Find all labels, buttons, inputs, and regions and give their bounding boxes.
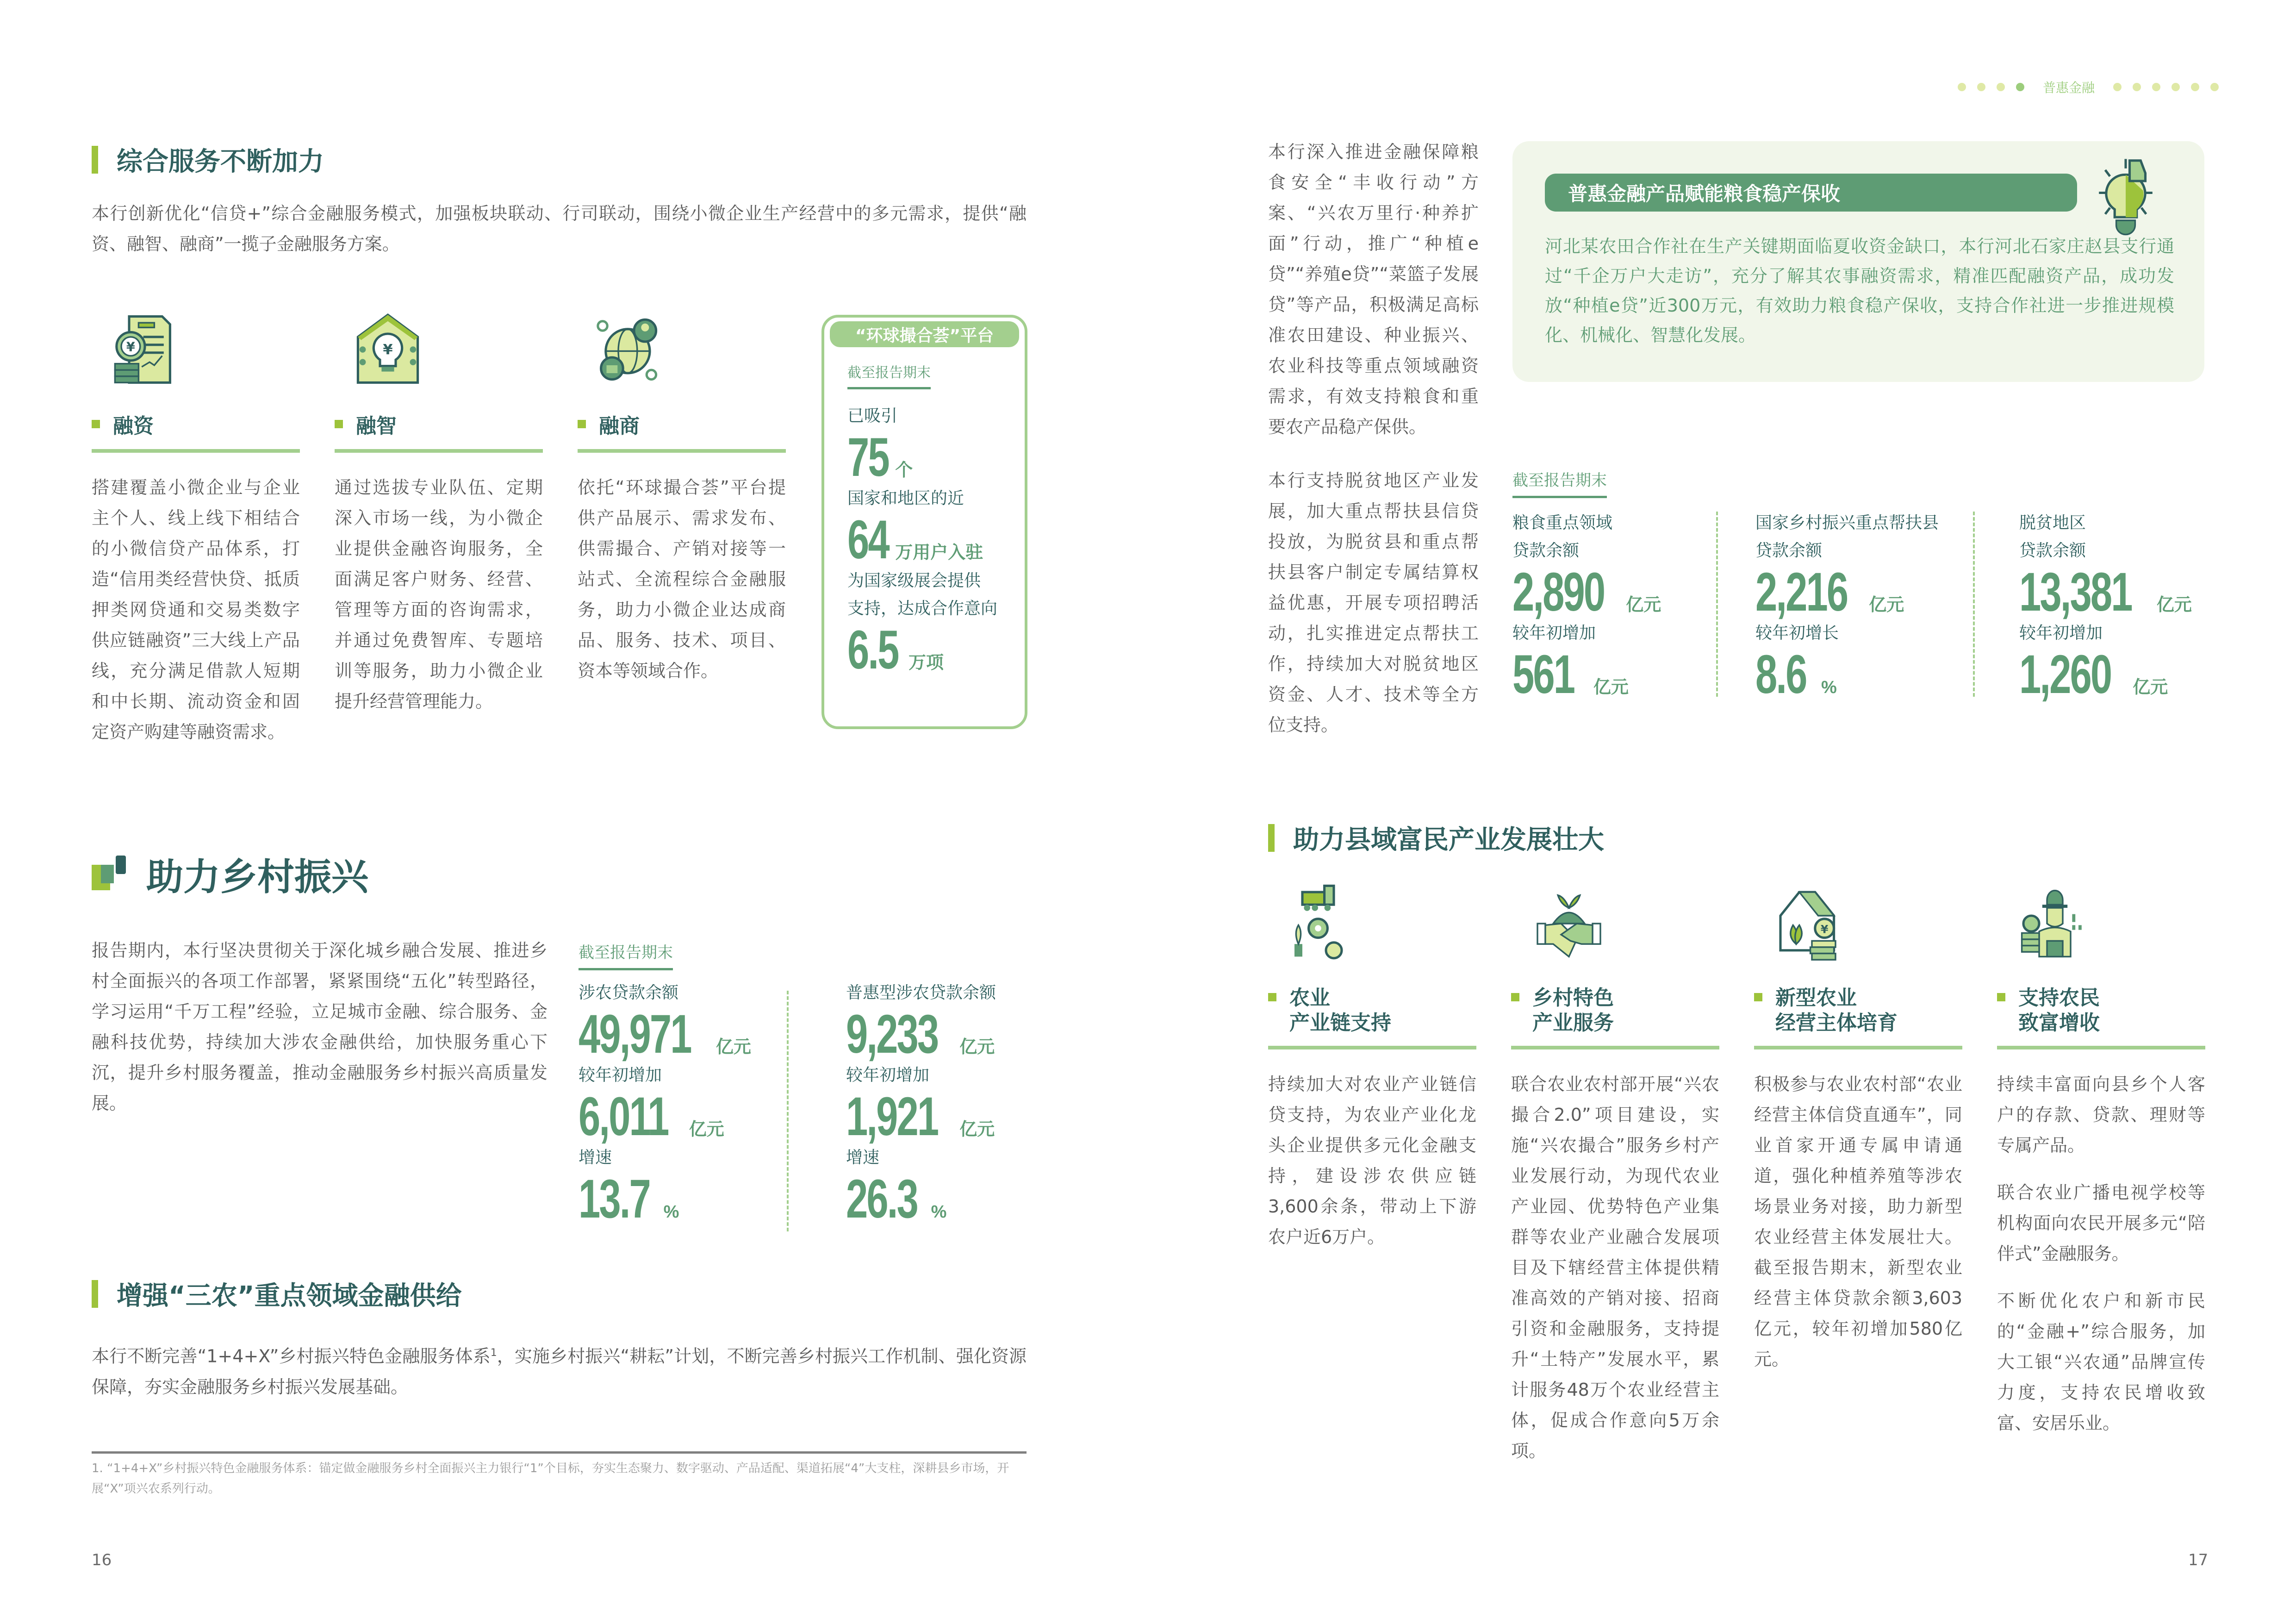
greenhouse-yuan-icon: [1773, 884, 1851, 963]
column-body-rural-specialty: 联合农业农村部开展“兴农撮合2.0”项目建设，实施“兴农撮合”服务乡村产业发展行动，为现代农业产业园、优势特色产业集群等农业产业融合发展项目及下辖经营主体提供精准高效的产销对接、招商引资和金融服务，支持提升“土特产”发展水平，累计服务48万个农业经营主体，促成合作意向5万余项。: [1511, 1074, 1719, 1461]
stat-value: 1,260: [2019, 644, 2111, 705]
poverty-alleviation-text: 本行支持脱贫地区产业发展，加大重点帮扶县信贷投放，为脱贫县和重点帮扶县客户制定专属结算权益优惠，开展专项招聘活动，扎实推进定点帮扶工作，持续加大对脱贫地区资金、人才、技术等全方位支持。: [1268, 470, 1479, 735]
stat-unit: 亿元: [2133, 678, 2168, 697]
stat-growth: [846, 1168, 1068, 1230]
stat-divider: [1973, 512, 1975, 697]
nav-dot: [1958, 83, 1966, 91]
title-line2: 产业服务: [1532, 1011, 1614, 1035]
svg-text:¥: ¥: [383, 342, 393, 358]
case-callout-box: [1512, 141, 2204, 382]
column-financing: [92, 310, 300, 747]
page-number-right: 17: [2188, 1551, 2209, 1569]
column-title-farmer-income: [1997, 986, 2205, 1049]
column-title-text: 融商: [599, 414, 640, 438]
stat-group-poverty-regions: [2019, 509, 2241, 705]
platform-line3: 为国家级展会提供: [847, 571, 981, 590]
title-line1: 乡村特色: [1532, 986, 1614, 1010]
title-line2: 产业链支持: [1289, 1011, 1391, 1035]
handshake-sprout-icon: [1530, 884, 1608, 963]
stat-label: 脱贫地区: [2019, 513, 2086, 532]
column-title-commerce: [578, 409, 786, 453]
stat-label: 较年初增加: [846, 1066, 930, 1085]
footnote-divider: [92, 1451, 1027, 1454]
column-body-farmer-income-3: 不断优化农户和新市民的“金融+”综合服务，加大工银“兴农通”品牌宣传力度，支持农民增收致富、安居乐业。: [1997, 1291, 2205, 1433]
heading-text: 助力县域富民产业发展壮大: [1293, 825, 1604, 855]
platform-line1: 已吸引: [847, 406, 898, 425]
column-body-industry-chain: 持续加大对农业产业链信贷支持，为农业产业化龙头企业提供多元化金融支持，建设涉农供应链3,600余条，带动上下游农户近6万户。: [1268, 1074, 1476, 1247]
column-body-commerce: 依托“环球撮合荟”平台提供产品展示、需求发布、供需撮合、产销对接等一站式、全流程综合金融服务，助力小微企业达成商品、服务、技术、项目、资本等领域合作。: [578, 477, 786, 681]
title-line1: 新型农业: [1775, 986, 1857, 1010]
stat-divider: [787, 991, 789, 1231]
footnote-ref[interactable]: 1: [490, 1347, 497, 1359]
column-title-text: [1532, 986, 1614, 1036]
rural-caption: [579, 940, 673, 970]
heading-text: 增强“三农”重点领域金融供给: [117, 1281, 462, 1311]
heading-accent-bar: [92, 1280, 98, 1308]
stat-label: 贷款余额: [1755, 541, 1823, 560]
stat-unit: 亿元: [1593, 678, 1629, 697]
grain-security-text: 本行深入推进金融保障粮食安全“丰收行动”方案、“兴农万里行·种养扩面”行动，推广“种植e贷”“养殖e贷”“菜篮子发展贷”等产品，积极满足高标准农田建设、种业振兴、农业科技等重点领域融资需求，有效支持粮食和重要农产品稳产保供。: [1268, 142, 1479, 437]
nav-dot: [2133, 83, 2141, 91]
platform-line2: 国家和地区的近: [847, 489, 964, 508]
stat-value: 1,921: [846, 1086, 938, 1147]
stat-increase: [846, 1086, 1068, 1147]
stat-unit: %: [931, 1202, 947, 1222]
document-yuan-coins-icon: [106, 310, 184, 389]
heading-accent-bar: [1268, 824, 1275, 852]
stat-unit: 亿元: [959, 1120, 995, 1139]
stat-label: 较年初增加: [2019, 624, 2103, 643]
column-title-text: [2018, 986, 2100, 1036]
nav-dot: [2113, 83, 2122, 91]
stat-value: 13.7: [579, 1168, 650, 1230]
text-part: ，实施乡村振兴“耕耘”计划，不断完善乡村振兴工作机制、强化资源保障，夯实金融服务乡村振兴发展基础。: [92, 1346, 1027, 1397]
stat-unit: 个: [895, 461, 913, 480]
bullet-square: [1997, 993, 2005, 1001]
stat-balance: [1755, 562, 1978, 623]
callout-text: 河北某农田合作社在生产关键期面临夏收资金缺口，本行河北石家庄赵县支行通过“千企万户大走访”，充分了解其农事融资需求，精准匹配融资产品，成功发放“种植e贷”近300万元，有效助力粮食稳产保收，支持合作社进一步推进规模化、机械化、智慧化发展。: [1545, 236, 2174, 345]
section2-intro: 报告期内，本行坚决贯彻关于深化城乡融合发展、推进乡村全面振兴的各项工作部署，紧紧围绕“五化”转型路径，学习运用“千万工程”经验，立足城市金融、综合服务、金融科技优势，持续加大涉农金融供给，加快服务重心下沉，提升乡村服务覆盖，推动金融服务乡村振兴高质量发展。: [92, 940, 548, 1113]
poverty-caption: [1512, 468, 1607, 498]
stat-value: 8.6: [1755, 644, 1806, 705]
stat-unit: 亿元: [716, 1037, 751, 1057]
stat-label: 国家乡村振兴重点帮扶县: [1755, 513, 1939, 532]
truck-gear-coin-icon: [1287, 884, 1365, 963]
platform-caption: 截至报告期末: [847, 361, 931, 389]
platform-stat-card: [821, 315, 1027, 729]
column-body-farmer-income-2: 联合农业广播电视学校等机构面向农民开展多元“陪伴式”金融服务。: [1997, 1182, 2205, 1264]
column-body-farmer-income-1: 持续丰富面向县乡个人客户的存款、贷款、理财等专属产品。: [1997, 1074, 2205, 1156]
column-title-rural-specialty: [1511, 986, 1719, 1049]
column-title-advisory: [335, 409, 543, 453]
stat-unit: 亿元: [1626, 595, 1661, 615]
page-number-left: 16: [92, 1551, 112, 1569]
section-heading-three-rural: [92, 1275, 462, 1312]
bullet-square: [1754, 993, 1762, 1001]
caption-text: 截至报告期末: [579, 940, 673, 970]
stat-unit: 万项: [908, 653, 944, 673]
stat-unit: %: [1821, 678, 1837, 697]
column-advisory: [335, 310, 543, 717]
stat-group-key-counties: [1755, 509, 1978, 705]
bullet-square: [335, 420, 343, 428]
nav-dot: [2152, 83, 2160, 91]
stat-users: [847, 509, 1025, 570]
stat-unit: 亿元: [959, 1037, 995, 1057]
column-title-text: 融资: [113, 414, 154, 438]
column-title-text: [1289, 986, 1391, 1036]
column-industry-chain: [1268, 884, 1476, 1252]
stat-increase: [579, 1086, 810, 1147]
stat-value: 64: [847, 509, 889, 570]
stat-unit: %: [663, 1202, 679, 1222]
callout-title: 普惠金融产品赋能粮食稳产保收: [1545, 174, 2077, 212]
section-heading-county-industries: [1268, 819, 1604, 856]
stat-intentions: [847, 619, 1025, 681]
stat-label: 较年初增加: [579, 1066, 662, 1085]
stat-increase: [1512, 644, 1735, 705]
stat-value: 26.3: [846, 1168, 917, 1230]
section-logo-icon: [92, 856, 129, 893]
stat-label: 较年初增加: [1512, 624, 1596, 643]
section3-text: [92, 1338, 1027, 1402]
stat-divider: [1716, 512, 1718, 697]
stat-group-agri-loans: [579, 979, 810, 1230]
column-title-new-agri-entities: [1754, 986, 1962, 1049]
stat-label: 贷款余额: [1512, 541, 1580, 560]
bullet-square: [1268, 993, 1276, 1001]
stat-value: 6,011: [579, 1086, 668, 1147]
svg-text:¥: ¥: [126, 340, 135, 355]
column-body-financing: 搭建覆盖小微企业与企业主个人、线上线下相结合的小微信贷产品体系，打造“信用类经营快贷、抵质押类网贷通和交易类数字供应链融资”三大线上产品线，充分满足借款人短期和中长期、流动资金和固定资产购建等融资需求。: [92, 477, 300, 742]
stat-label: 较年初增长: [1755, 624, 1839, 643]
section-tag: 普惠金融: [2043, 80, 2095, 95]
stat-balance: [579, 1004, 810, 1065]
column-title-text: [1775, 986, 1898, 1036]
nav-dot: [1977, 83, 1985, 91]
column-body-advisory: 通过选拔专业队伍、定期深入市场一线，为小微企业提供金融咨询服务，全面满足客户财务、经营、管理等方面的咨询需求，并通过免费智库、专题培训等服务，助力小微企业提升经营管理能力。: [335, 477, 543, 712]
section1-intro: 本行创新优化“信贷+”综合金融服务模式，加强板块联动、行司联动，围绕小微企业生产经营中的多元需求，提供“融资、融智、融商”一揽子金融服务方案。: [92, 203, 1027, 254]
bullet-square: [92, 420, 100, 428]
column-farmer-income: [1997, 884, 2205, 1438]
platform-card-title: “环球撮合荟”平台: [830, 321, 1019, 347]
stat-value: 561: [1512, 644, 1574, 705]
footnote-text: 1. “1+4+X”乡村振兴特色金融服务体系：锚定做金融服务乡村全面振兴主力银行“1”个目标，夯实生态聚力、数字驱动、产品适配、渠道拓展“4”大支柱，深耕县乡市场，开展“X”项兴农系列行动。: [92, 1462, 1009, 1496]
column-title-financing: [92, 409, 300, 453]
section-heading-comprehensive-services: [92, 141, 324, 178]
nav-dot: [2172, 83, 2180, 91]
stat-label: 增速: [846, 1148, 880, 1167]
section-heading-rural-revitalization: [92, 847, 368, 900]
stat-growth: [1755, 644, 1978, 705]
caption-text: 截至报告期末: [1512, 468, 1607, 498]
title-line2: 经营主体培育: [1775, 1011, 1898, 1035]
stat-label: 增速: [579, 1148, 612, 1167]
bullet-square: [1511, 993, 1519, 1001]
house-lightbulb-yuan-icon: [348, 310, 427, 389]
nav-dot: [2210, 83, 2219, 91]
column-title-industry-chain: [1268, 986, 1476, 1049]
stat-label: 涉农贷款余额: [579, 983, 679, 1002]
nav-dot: [2191, 83, 2199, 91]
stat-value: 75: [847, 427, 889, 488]
nav-dot: [1997, 83, 2005, 91]
stat-value: 2,890: [1512, 562, 1605, 623]
stat-value: 9,233: [846, 1004, 938, 1065]
stat-balance: [2019, 562, 2241, 623]
stat-value: 2,216: [1755, 562, 1848, 623]
stat-group-inclusive-agri-loans: [846, 979, 1068, 1230]
stat-value: 6.5: [847, 619, 898, 681]
stat-unit: 亿元: [689, 1120, 724, 1139]
column-body-new-agri-entities: 积极参与农业农村部“农业经营主体信贷直通车”，同业首家开通专属申请通道，强化种植养殖等涉农场景业务对接，助力新型农业经营主体发展壮大。截至报告期末，新型农业经营主体贷款余额3,603亿元，较年初增加580亿元。: [1754, 1074, 1962, 1369]
lightbulb-puzzle-icon: [2086, 157, 2165, 236]
stat-unit: 万用户入驻: [895, 543, 983, 562]
svg-text:¥: ¥: [1820, 923, 1829, 936]
text-part: 本行不断完善“1+4+X”乡村振兴特色金融服务体系: [92, 1346, 491, 1367]
column-new-agri-entities: [1754, 884, 1962, 1374]
title-line1: 农业: [1289, 986, 1330, 1010]
bullet-square: [578, 420, 586, 428]
stat-balance: [846, 1004, 1068, 1065]
stat-label: 粮食重点领域: [1512, 513, 1613, 532]
stat-increase: [2019, 644, 2241, 705]
column-rural-specialty: [1511, 884, 1719, 1466]
stat-value: 49,971: [579, 1004, 691, 1065]
column-commerce: [578, 310, 786, 686]
stat-label: 贷款余额: [2019, 541, 2086, 560]
heading-text: 综合服务不断加力: [117, 147, 324, 177]
globe-network-icon: [587, 310, 666, 389]
heading-accent-bar: [92, 146, 98, 174]
stat-group-grain: [1512, 509, 1735, 705]
stat-unit: 亿元: [1869, 595, 1904, 615]
title-line2: 致富增收: [2018, 1011, 2100, 1035]
nav-dot-active: [2016, 83, 2024, 91]
stat-label: 普惠型涉农贷款余额: [846, 983, 996, 1002]
heading-text: 助力乡村振兴: [146, 856, 368, 899]
section-nav: [1958, 78, 2219, 96]
title-line1: 支持农民: [2018, 986, 2100, 1010]
stat-countries: [847, 427, 1025, 488]
stat-balance: [1512, 562, 1735, 623]
stat-growth: [579, 1168, 810, 1230]
stat-unit: 亿元: [2156, 595, 2192, 615]
column-title-text: 融智: [356, 414, 397, 438]
stat-value: 13,381: [2019, 562, 2132, 623]
platform-line4: 支持，达成合作意向: [847, 599, 998, 618]
farmer-coins-icon: [2016, 884, 2094, 963]
